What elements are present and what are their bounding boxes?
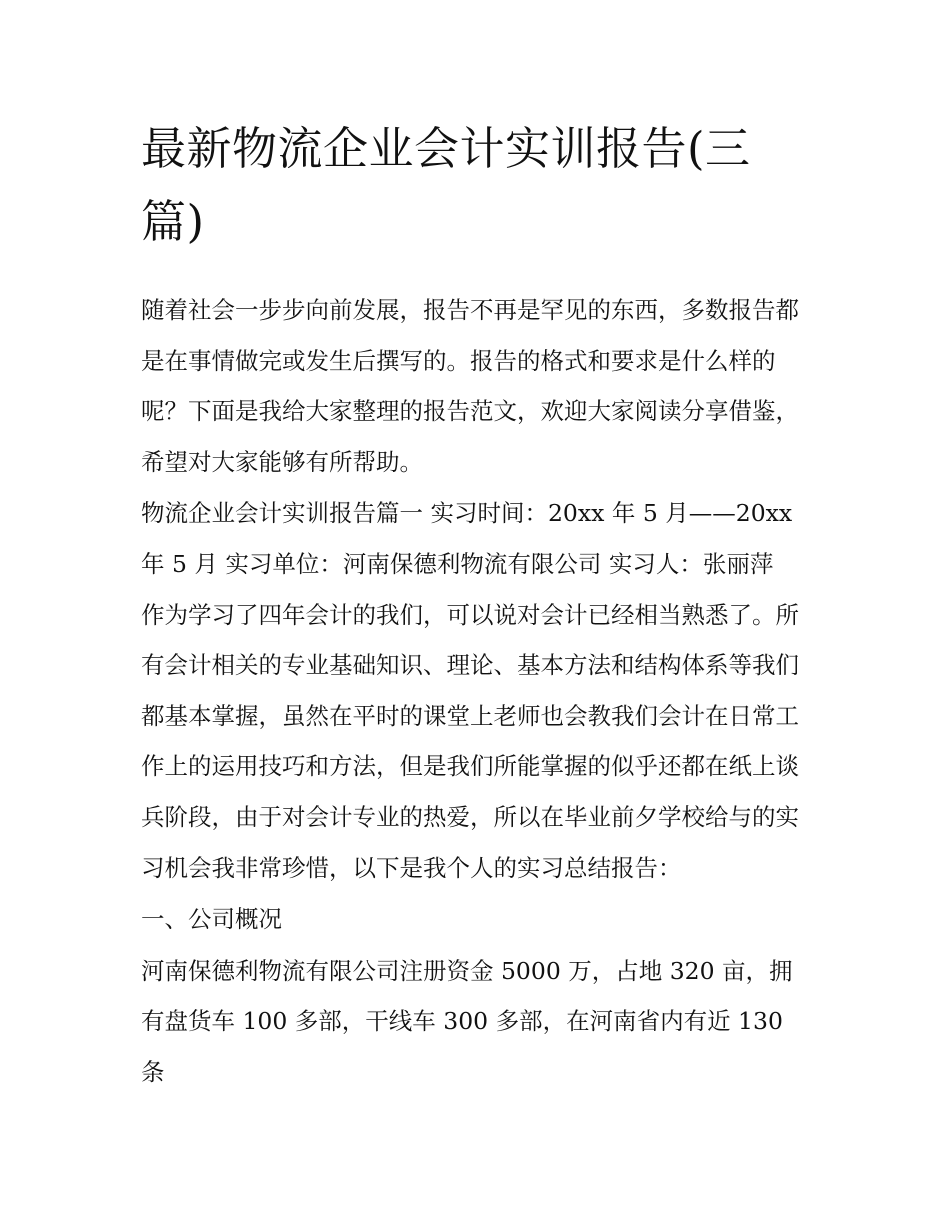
report-header-line: 物流企业会计实训报告篇一 实习时间：20xx 年 5 月——20xx 年 5 月 实习单位：河南保德利物流有限公司 实习人：张丽萍 (141, 499, 793, 578)
document-page (141, 112, 813, 1098)
intro-paragraph: 随着社会一步步向前发展，报告不再是罕见的东西，多数报告都是在事情做完或发生后撰写的。报告的格式和要求是什么样的呢？下面是我给大家整理的报告范文，欢迎大家阅读分享借鉴，希望对大家能够有所帮助。 (141, 296, 799, 476)
company-paragraph: 河南保德利物流有限公司注册资金 5000 万，占地 320 亩，拥有盘货车 100 多部，干线车 300 多部，在河南省内有近 130 条 (141, 956, 793, 1086)
document-title: 最新物流企业会计实训报告(三篇) (141, 122, 751, 248)
body-paragraph: 作为学习了四年会计的我们，可以说对会计已经相当熟悉了。所有会计相关的专业基础知识、理论、基本方法和结构体系等我们都基本掌握，虽然在平时的课堂上老师也会教我们会计在日常工作上的运用技巧和方法，但是我们所能掌握的似乎还都在纸上谈兵阶段，由于对会计专业的热爱，所以在毕业前夕学校给与的实习机会我非常珍惜，以下是我个人的实习总结报告： (141, 600, 799, 882)
section-heading: 一、公司概况 (141, 905, 282, 934)
